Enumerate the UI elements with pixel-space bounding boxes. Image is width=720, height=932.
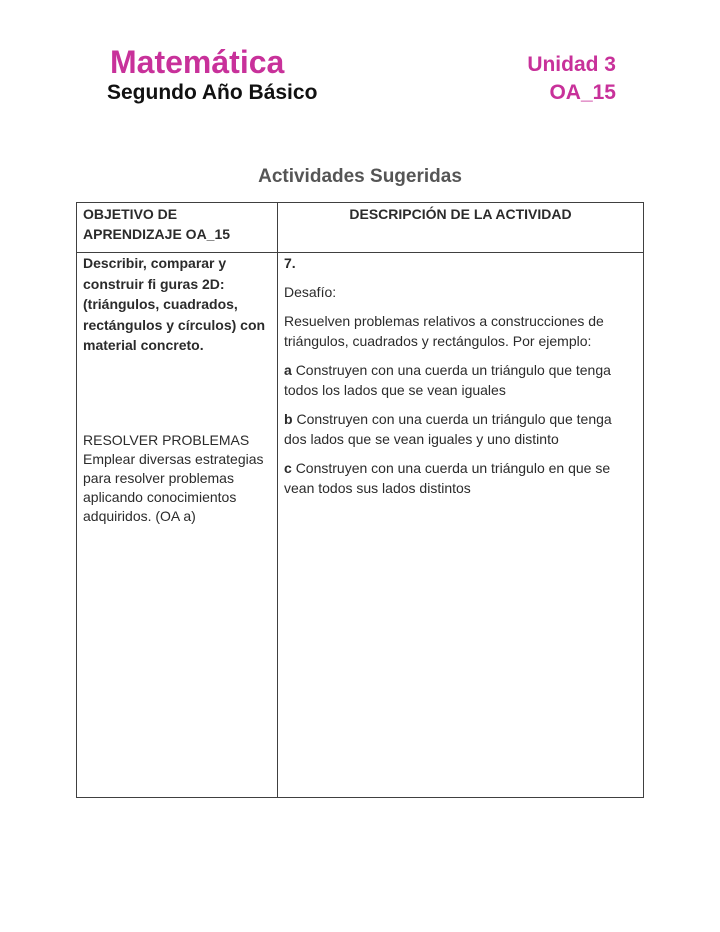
description-column-header: DESCRIPCIÓN DE LA ACTIVIDAD bbox=[278, 203, 644, 253]
unit-label: Unidad 3 bbox=[527, 53, 616, 76]
skill-text: Emplear diversas estrategias para resolver problemas aplicando conocimientos adquiridos. (OA a) bbox=[83, 450, 264, 524]
grade-level: Segundo Año Básico bbox=[107, 81, 318, 104]
activities-table bbox=[76, 202, 644, 798]
objective-text: Describir, comparar y construir fi guras 2D: (triángulos, cuadrados, rectángulos y círculos) con material concreto. bbox=[83, 255, 266, 353]
skill-title: RESOLVER PROBLEMAS bbox=[83, 431, 250, 448]
activity-item-b bbox=[284, 409, 637, 449]
activity-intro: Resuelven problemas relativos a construcciones de triángulos, cuadrados y rectángulos. Por ejemplo: bbox=[284, 313, 604, 349]
item-text: Construyen con una cuerda un triángulo que tenga todos los lados que se vean iguales bbox=[284, 362, 611, 398]
oa-code-label: OA_15 bbox=[549, 81, 616, 104]
item-letter: c bbox=[284, 460, 292, 476]
activity-number: 7. bbox=[284, 255, 296, 271]
item-text: Construyen con una cuerda un triángulo en que se vean todos sus lados distintos bbox=[284, 460, 611, 496]
activity-item-c bbox=[284, 458, 637, 498]
section-title: Actividades Sugeridas bbox=[258, 166, 462, 187]
table-header-row bbox=[77, 203, 644, 253]
subject-title: Matemática bbox=[110, 44, 285, 80]
skill-block bbox=[83, 430, 271, 526]
item-letter: b bbox=[284, 411, 293, 427]
objective-cell bbox=[77, 253, 278, 798]
table-row bbox=[77, 253, 644, 798]
activity-label: Desafío: bbox=[284, 284, 337, 300]
item-text: Construyen con una cuerda un triángulo que tenga dos lados que se vean iguales y uno distinto bbox=[284, 411, 612, 447]
item-letter: a bbox=[284, 362, 292, 378]
objective-column-header: OBJETIVO DE APRENDIZAJE OA_15 bbox=[77, 203, 278, 253]
description-cell bbox=[278, 253, 644, 798]
activity-item-a bbox=[284, 360, 637, 400]
